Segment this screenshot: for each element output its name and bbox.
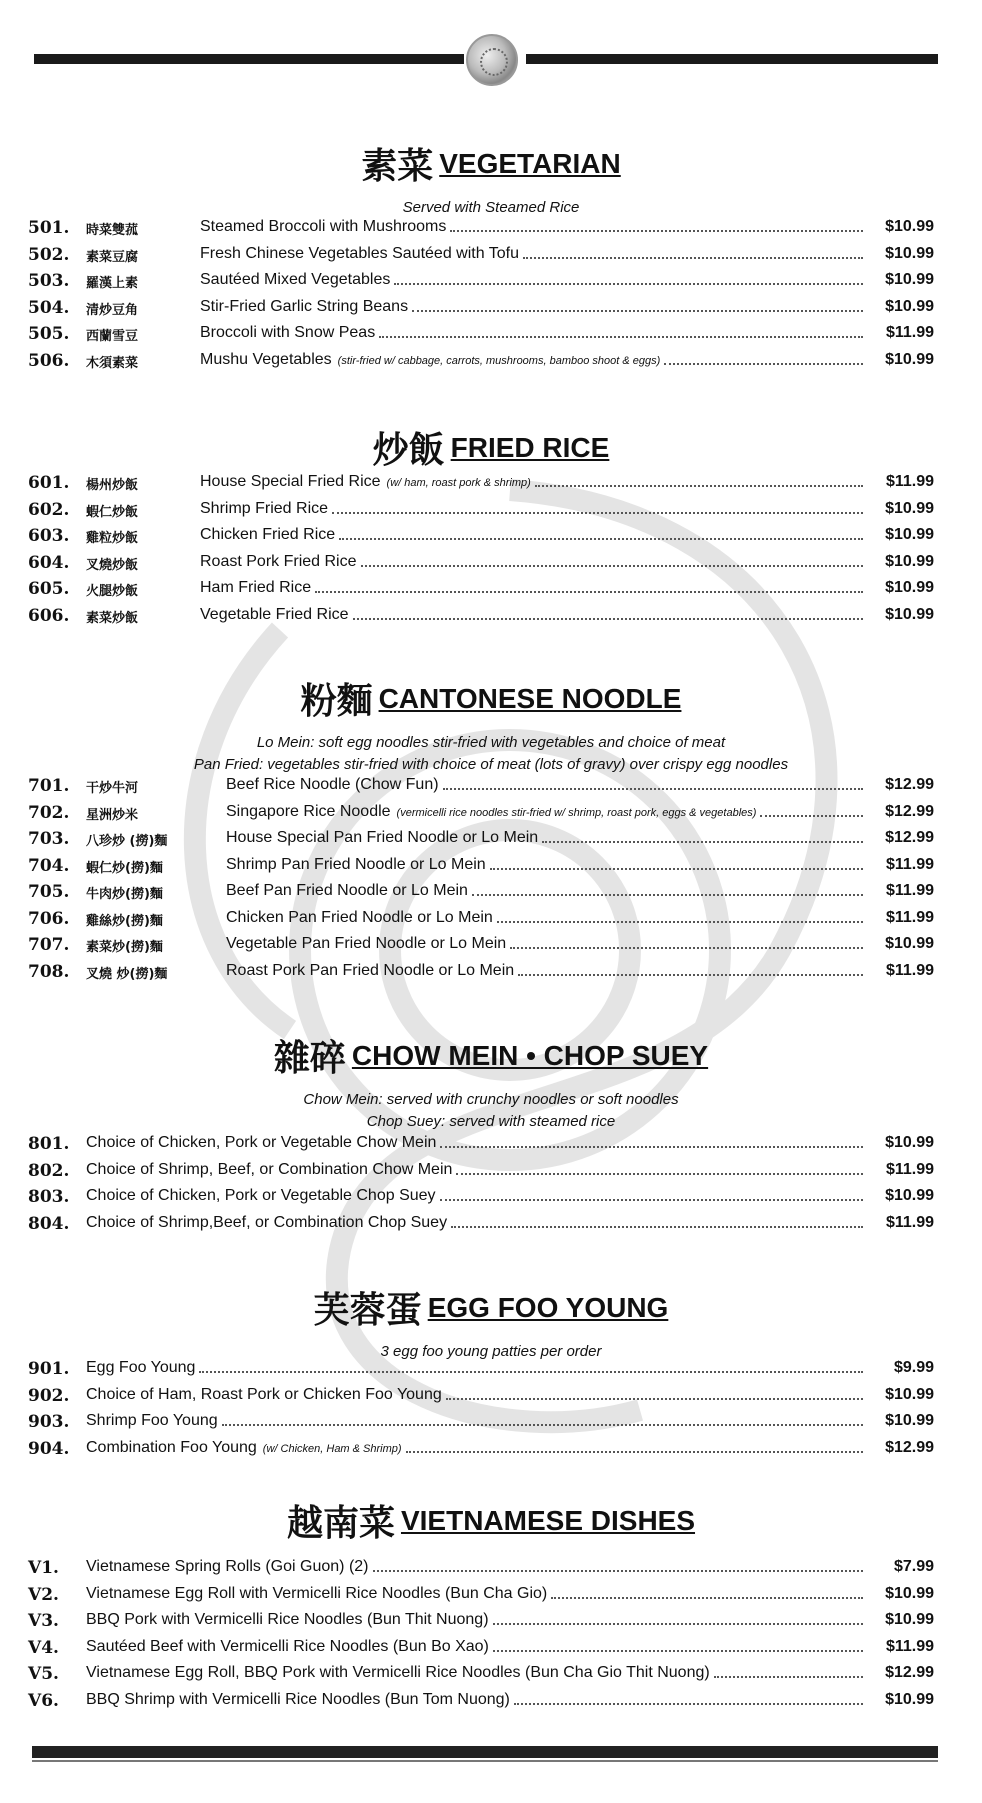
item-number: 704. (28, 855, 70, 876)
item-name: Beef Rice Noodle (Chow Fun) (226, 776, 439, 793)
menu-item (0, 497, 982, 524)
item-number: 506. (28, 350, 70, 371)
item-price: $10.99 (885, 552, 934, 570)
item-chinese-name: 木須素菜 (86, 355, 139, 371)
section-fried-rice (0, 422, 982, 473)
item-name: Vegetable Fried Rice (200, 605, 349, 623)
item-number: 702. (28, 802, 70, 823)
item-line (200, 473, 867, 491)
item-line (226, 882, 867, 900)
dot-leader (497, 921, 863, 923)
item-price: $10.99 (885, 1187, 934, 1204)
bottom-rule (32, 1746, 938, 1758)
item-chinese-name: 素菜豆腐 (86, 249, 139, 265)
dot-leader (664, 363, 863, 365)
item-number: 803. (28, 1187, 70, 1207)
item-price: $11.99 (885, 882, 934, 899)
item-number: 503. (28, 271, 70, 291)
item-price: $10.99 (885, 526, 934, 543)
dot-leader (222, 1424, 863, 1426)
item-chinese-name: 蝦仁炒(撈)麵 (86, 860, 163, 876)
item-number: 705. (28, 882, 70, 902)
section-note: Chop Suey: served with steamed rice (366, 1113, 616, 1130)
menu-item (0, 1582, 982, 1609)
menu-item (0, 1688, 982, 1715)
menu-item (0, 1661, 982, 1688)
item-price: $7.99 (893, 1558, 934, 1575)
item-chinese-name: 雞粒炒飯 (86, 531, 139, 546)
item-price: $10.99 (885, 1584, 934, 1602)
dot-leader (551, 1597, 863, 1599)
item-line (86, 1214, 867, 1232)
item-number: V3. (28, 1611, 59, 1631)
item-line (226, 803, 867, 821)
menu-item (0, 853, 982, 880)
item-number: 502. (28, 244, 70, 265)
heading-chinese: 炒飯 (372, 429, 445, 471)
item-name: House Special Fried Rice (200, 473, 381, 490)
dot-leader (714, 1676, 863, 1678)
item-number: 801. (28, 1134, 70, 1154)
item-line (226, 935, 867, 953)
item-name: Fresh Chinese Vegetables Sautéed with Tofu (200, 244, 520, 262)
item-chinese-name: 楊州炒飯 (86, 478, 139, 493)
dot-leader (199, 1371, 863, 1373)
section-chow-mein-chop-suey (0, 1030, 982, 1133)
dot-leader (353, 618, 863, 620)
heading-english: EGG FOO YOUNG (427, 1291, 669, 1323)
menu-item (0, 576, 982, 603)
item-name: Choice of Chicken, Pork or Vegetable Chop Suey (86, 1187, 436, 1204)
section-heading (0, 1030, 982, 1081)
menu-list-vietnamese (0, 1555, 982, 1714)
menu-item (0, 826, 982, 853)
dot-leader (456, 1173, 863, 1175)
menu-item (0, 603, 982, 630)
menu-item (0, 550, 982, 577)
item-note: (vermicelli rice noodles stir-fried w/ shrimp, roast pork, eggs & vegetables) (396, 806, 757, 819)
menu-list-egg-foo-young (0, 1356, 982, 1462)
item-line (86, 1386, 867, 1404)
item-line (200, 271, 867, 289)
menu-item (0, 1555, 982, 1582)
item-line (200, 245, 867, 263)
item-price: $12.99 (885, 802, 934, 820)
item-chinese-name: 蝦仁炒飯 (86, 504, 139, 520)
item-line (200, 298, 867, 316)
dot-leader (523, 257, 863, 259)
heading-english: VEGETARIAN (439, 147, 621, 179)
item-number: V6. (28, 1690, 59, 1711)
item-number: 501. (28, 218, 70, 238)
item-chinese-name: 火腿炒飯 (86, 584, 139, 599)
item-line (86, 1558, 867, 1576)
heading-chinese: 越南菜 (286, 1502, 395, 1544)
menu-item (0, 906, 982, 933)
item-chinese-name: 叉燒炒飯 (86, 557, 139, 573)
item-price: $9.99 (893, 1359, 934, 1376)
item-name: Ham Fried Rice (200, 579, 312, 596)
item-price: $10.99 (885, 1611, 934, 1628)
item-price: $11.99 (885, 1160, 934, 1178)
menu-item (0, 321, 982, 348)
menu-item (0, 215, 982, 242)
item-name: BBQ Pork with Vermicelli Rice Noodles (Bun Thit Nuong) (86, 1611, 489, 1628)
menu-item (0, 295, 982, 322)
menu-item (0, 268, 982, 295)
item-number: 901. (28, 1359, 70, 1379)
item-number: 904. (28, 1438, 70, 1459)
item-price: $10.99 (885, 579, 934, 596)
item-number: 902. (28, 1385, 70, 1406)
item-note: (w/ Chicken, Ham & Shrimp) (262, 1442, 402, 1455)
item-price: $12.99 (885, 776, 934, 793)
item-price: $10.99 (885, 1690, 934, 1708)
dot-leader (440, 1146, 863, 1148)
dot-leader (332, 512, 863, 514)
item-name: Steamed Broccoli with Mushrooms (200, 218, 447, 235)
item-number: 708. (28, 961, 70, 982)
item-price: $11.99 (885, 1213, 934, 1231)
item-price: $10.99 (885, 218, 934, 235)
item-number: 707. (28, 935, 70, 955)
dot-leader (472, 894, 863, 896)
item-name: Shrimp Pan Fried Noodle or Lo Mein (226, 855, 486, 873)
dot-leader (373, 1570, 864, 1572)
section-vegetarian (0, 138, 982, 219)
item-chinese-name: 素菜炒飯 (86, 610, 139, 626)
item-name: Vietnamese Egg Roll, BBQ Pork with Vermicelli Rice Noodles (Bun Cha Gio Thit Nuong) (86, 1664, 710, 1681)
menu-item (0, 1635, 982, 1662)
dot-leader (510, 947, 863, 949)
menu-item (0, 1356, 982, 1383)
section-egg-foo-young (0, 1282, 982, 1363)
dot-leader (493, 1623, 863, 1625)
dot-leader (446, 1398, 863, 1400)
menu-item (0, 470, 982, 497)
menu-item (0, 348, 982, 375)
item-chinese-name: 素菜炒(撈)麵 (86, 940, 163, 955)
item-name: Roast Pork Fried Rice (200, 552, 357, 570)
item-number: 903. (28, 1412, 70, 1432)
item-chinese-name: 叉燒 炒(撈)麵 (86, 966, 168, 982)
section-note: Pan Fried: vegetables stir-fried with choice of meat (lots of gravy) over crispy egg noodles (193, 756, 789, 773)
item-name: Choice of Shrimp, Beef, or Combination Chow Mein (86, 1160, 453, 1178)
item-number: 606. (28, 605, 70, 626)
item-price: $11.99 (885, 473, 934, 490)
item-name: Vietnamese Egg Roll with Vermicelli Rice Noodles (Bun Cha Gio) (86, 1584, 548, 1602)
item-number: V1. (28, 1558, 59, 1578)
item-name: BBQ Shrimp with Vermicelli Rice Noodles (Bun Tom Nuong) (86, 1690, 510, 1708)
menu-item (0, 1608, 982, 1635)
dot-leader (760, 815, 863, 817)
item-line (226, 909, 867, 927)
section-heading (0, 138, 982, 189)
item-name: Broccoli with Snow Peas (200, 324, 376, 341)
heading-chinese: 素菜 (361, 145, 434, 187)
item-number: V2. (28, 1584, 59, 1605)
dot-leader (440, 1199, 863, 1201)
dot-leader (339, 538, 863, 540)
menu-list-fried-rice (0, 470, 982, 629)
item-number: 804. (28, 1213, 70, 1234)
dot-leader (514, 1703, 863, 1705)
item-line (200, 579, 867, 597)
item-number: V5. (28, 1664, 59, 1684)
medallion-emblem (466, 34, 518, 86)
section-heading (0, 673, 982, 724)
item-line (200, 351, 867, 369)
menu-item (0, 879, 982, 906)
dot-leader (379, 336, 863, 338)
dot-leader (406, 1451, 863, 1453)
top-rule-left (34, 54, 464, 64)
menu-item (0, 773, 982, 800)
item-line (86, 1161, 867, 1179)
item-chinese-name: 時菜雙菰 (86, 223, 139, 238)
menu-item (0, 1383, 982, 1410)
item-line (86, 1412, 867, 1430)
item-chinese-name: 星洲炒米 (86, 807, 139, 823)
item-price: $10.99 (885, 271, 934, 288)
item-price: $10.99 (885, 1134, 934, 1151)
item-chinese-name: 雞絲炒(撈)麵 (86, 913, 163, 929)
item-price: $11.99 (885, 855, 934, 873)
menu-item (0, 1211, 982, 1238)
item-line (86, 1187, 867, 1205)
item-chinese-name: 牛肉炒(撈)麵 (86, 887, 163, 902)
item-price: $10.99 (885, 350, 934, 368)
menu-item (0, 1436, 982, 1463)
menu-item (0, 932, 982, 959)
section-note: 3 egg foo young patties per order (380, 1343, 602, 1360)
item-line (200, 606, 867, 624)
item-number: 701. (28, 776, 70, 796)
item-name: Choice of Shrimp,Beef, or Combination Chop Suey (86, 1213, 448, 1231)
item-name: Choice of Chicken, Pork or Vegetable Chow Mein (86, 1134, 437, 1151)
item-line (200, 526, 867, 544)
item-number: 601. (28, 473, 70, 493)
heading-chinese: 雜碎 (273, 1037, 346, 1079)
menu-item (0, 1131, 982, 1158)
item-price: $10.99 (885, 499, 934, 517)
dot-leader (315, 591, 863, 593)
section-heading (0, 1282, 982, 1333)
item-price: $11.99 (885, 1637, 934, 1655)
dot-leader (542, 841, 863, 843)
section-heading (0, 422, 982, 473)
dot-leader (443, 788, 863, 790)
section-note: Lo Mein: soft egg noodles stir-fried with vegetables and choice of meat (256, 734, 726, 751)
item-name: Beef Pan Fried Noodle or Lo Mein (226, 882, 468, 899)
item-number: V4. (28, 1637, 59, 1658)
dot-leader (535, 485, 863, 487)
top-rule-right (526, 54, 938, 64)
heading-english: VIETNAMESE DISHES (400, 1504, 696, 1536)
item-line (200, 500, 867, 518)
item-name: Sautéed Beef with Vermicelli Rice Noodles (Bun Bo Xao) (86, 1637, 489, 1655)
item-chinese-name: 西蘭雪豆 (86, 329, 139, 344)
item-number: 604. (28, 552, 70, 573)
item-name: Chicken Fried Rice (200, 526, 336, 543)
item-price: $11.99 (885, 324, 934, 341)
item-line (226, 776, 867, 794)
item-line (86, 1585, 867, 1603)
menu-list-cantonese (0, 773, 982, 985)
menu-item (0, 1409, 982, 1436)
dot-leader (490, 868, 863, 870)
heading-english: CHOW MEIN • CHOP SUEY (351, 1039, 709, 1071)
item-number: 703. (28, 829, 70, 849)
dot-leader (394, 283, 863, 285)
item-number: 802. (28, 1160, 70, 1181)
item-price: $10.99 (885, 935, 934, 952)
item-name: Vietnamese Spring Rolls (Goi Guon) (2) (86, 1558, 369, 1575)
menu-list-chow-mein (0, 1131, 982, 1237)
menu-item (0, 959, 982, 986)
item-name: Singapore Rice Noodle (226, 802, 391, 820)
item-name: Combination Foo Young (86, 1438, 257, 1456)
menu-item (0, 800, 982, 827)
item-name: Sautéed Mixed Vegetables (200, 271, 391, 288)
item-note: (stir-fried w/ cabbage, carrots, mushrooms, bamboo shoot & eggs) (337, 354, 661, 367)
dot-leader (518, 974, 863, 976)
item-line (226, 856, 867, 874)
dot-leader (451, 1226, 863, 1228)
dot-leader (493, 1650, 863, 1652)
item-line (86, 1439, 867, 1457)
item-number: 504. (28, 297, 70, 318)
section-heading (0, 1495, 982, 1546)
item-line (200, 324, 867, 342)
item-chinese-name: 清炒豆角 (86, 302, 139, 318)
item-price: $11.99 (885, 961, 934, 979)
item-name: House Special Pan Fried Noodle or Lo Mein (226, 829, 539, 846)
dot-leader (361, 565, 864, 567)
item-line (86, 1638, 867, 1656)
heading-chinese: 芙蓉蛋 (313, 1289, 422, 1331)
item-name: Vegetable Pan Fried Noodle or Lo Mein (226, 935, 507, 952)
item-price: $10.99 (885, 1412, 934, 1429)
item-line (226, 962, 867, 980)
item-price: $10.99 (885, 1385, 934, 1403)
item-line (200, 553, 867, 571)
item-price: $10.99 (885, 297, 934, 315)
item-price: $12.99 (885, 1438, 934, 1456)
menu-list-vegetarian (0, 215, 982, 374)
item-price: $11.99 (885, 908, 934, 926)
item-note: (w/ ham, roast pork & shrimp) (386, 477, 531, 489)
section-note: Served with Steamed Rice (402, 199, 580, 216)
item-number: 706. (28, 908, 70, 929)
section-vietnamese (0, 1495, 982, 1546)
item-price: $10.99 (885, 605, 934, 623)
item-line (86, 1691, 867, 1709)
item-line (86, 1359, 867, 1377)
item-name: Shrimp Foo Young (86, 1412, 218, 1429)
item-name: Chicken Pan Fried Noodle or Lo Mein (226, 908, 493, 926)
heading-english: CANTONESE NOODLE (378, 682, 682, 714)
item-chinese-name: 羅漢上素 (86, 276, 139, 291)
item-chinese-name: 干炒牛河 (86, 781, 139, 796)
item-name: Roast Pork Pan Fried Noodle or Lo Mein (226, 961, 515, 979)
item-number: 602. (28, 499, 70, 520)
item-name: Egg Foo Young (86, 1359, 196, 1376)
item-name: Stir-Fried Garlic String Beans (200, 297, 409, 315)
dot-leader (450, 230, 863, 232)
item-price: $12.99 (885, 1664, 934, 1681)
dot-leader (412, 310, 863, 312)
item-line (226, 829, 867, 847)
menu-item (0, 1184, 982, 1211)
section-note: Chow Mein: served with crunchy noodles or soft noodles (303, 1091, 679, 1108)
item-line (86, 1611, 867, 1629)
item-price: $12.99 (885, 829, 934, 846)
menu-item (0, 523, 982, 550)
item-name: Choice of Ham, Roast Pork or Chicken Foo Young (86, 1385, 442, 1403)
item-chinese-name: 八珍炒 (撈)麵 (86, 834, 168, 849)
heading-english: FRIED RICE (450, 431, 610, 463)
item-name: Shrimp Fried Rice (200, 499, 329, 517)
item-price: $10.99 (885, 244, 934, 262)
menu-item (0, 1158, 982, 1185)
item-line (86, 1664, 867, 1682)
item-number: 603. (28, 526, 70, 546)
item-line (86, 1134, 867, 1152)
section-cantonese-noodle (0, 673, 982, 776)
item-number: 605. (28, 579, 70, 599)
item-number: 505. (28, 324, 70, 344)
item-line (200, 218, 867, 236)
item-name: Mushu Vegetables (200, 350, 332, 368)
heading-chinese: 粉麵 (300, 680, 373, 722)
menu-item (0, 242, 982, 269)
